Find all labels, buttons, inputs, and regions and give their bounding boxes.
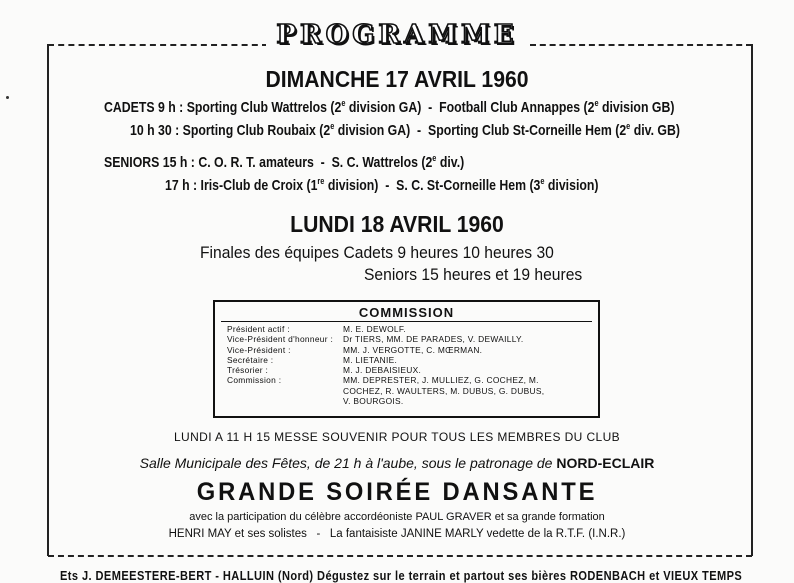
commission-names [343, 324, 593, 406]
member-names: Dr TIERS, MM. DE PARADES, V. DEWAILLY. [343, 334, 524, 345]
member-names: M. LIETANIE. [343, 354, 398, 365]
cadets-line-2: 10 h 30 : Sporting Club Roubaix (2e division GA) - Sporting Club St-Corneille Hem (2e div. GB) [130, 121, 680, 139]
role-label: Commission : [227, 375, 282, 386]
member-names: M. E. DEWOLF. [343, 324, 406, 334]
commission-roles [227, 324, 333, 386]
commission-title: COMMISSION [358, 305, 455, 320]
finales-line: Finales des équipes Cadets 9 heures 10 heures 30 [200, 243, 554, 262]
seniors-line-2: 17 h : Iris-Club de Croix (1re division) - S. C. St-Corneille Hem (3e division) [165, 176, 599, 194]
page-title: PROGRAMME [266, 20, 527, 50]
day1-heading: DIMANCHE 17 AVRIL 1960 [265, 66, 529, 92]
credit-line-2: HENRI MAY et ses solistes - La fantaisiste JANINE MARLY vedette de la R.T.F. (I.N.R.) [168, 528, 626, 540]
role-label: Président actif : [227, 324, 290, 334]
ink-spot [6, 96, 9, 99]
day2-heading: LUNDI 18 AVRIL 1960 [290, 211, 504, 237]
role-label: Trésorier : [227, 365, 269, 376]
bottom-rule [48, 555, 752, 557]
commission-divider [221, 321, 592, 322]
member-names: COCHEZ, R. WAULTERS, M. DUBUS, G. DUBUS, [343, 385, 545, 396]
cadets-line-1: CADETS 9 h : Sporting Club Wattrelos (2e division GA) - Football Club Annappes (2e division GB) [104, 98, 675, 116]
role-label: Vice-Président d'honneur : [227, 334, 334, 345]
commission-box [213, 300, 600, 418]
seniors-finales-line: Seniors 15 heures et 19 heures [364, 265, 583, 284]
soiree-heading: GRANDE SOIRÉE DANSANTE [196, 478, 598, 506]
role-label: Vice-Président : [227, 344, 291, 355]
member-names: MM. J. VERGOTTE, C. MŒRMAN. [343, 344, 483, 355]
seniors-line-1: SENIORS 15 h : C. O. R. T. amateurs - S. C. Wattrelos (2e div.) [104, 153, 465, 171]
member-names: MM. DEPRESTER, J. MULLIEZ, G. COCHEZ, M. [343, 375, 539, 386]
credit-line-1: avec la participation du célèbre accordéoniste PAUL GRAVER et sa grande formation [189, 511, 605, 523]
title-row [0, 20, 794, 50]
role-label: Secrétaire : [227, 354, 274, 365]
footer-advert: Ets J. DEMEESTERE-BERT - HALLUIN (Nord) Dégustez sur le terrain et partout ses bières RODENBACH et VIEUX TEMPS [60, 568, 743, 583]
messe-line: LUNDI A 11 H 15 MESSE SOUVENIR POUR TOUS LES MEMBRES DU CLUB [173, 430, 621, 444]
salle-line: Salle Municipale des Fêtes, de 21 h à l'aube, sous le patronage de NORD-ECLAIR [139, 455, 655, 471]
member-names: V. BOURGOIS. [343, 396, 404, 407]
member-names: M. J. DEBAISIEUX. [343, 365, 422, 376]
sponsor-name: NORD-ECLAIR [556, 455, 655, 471]
